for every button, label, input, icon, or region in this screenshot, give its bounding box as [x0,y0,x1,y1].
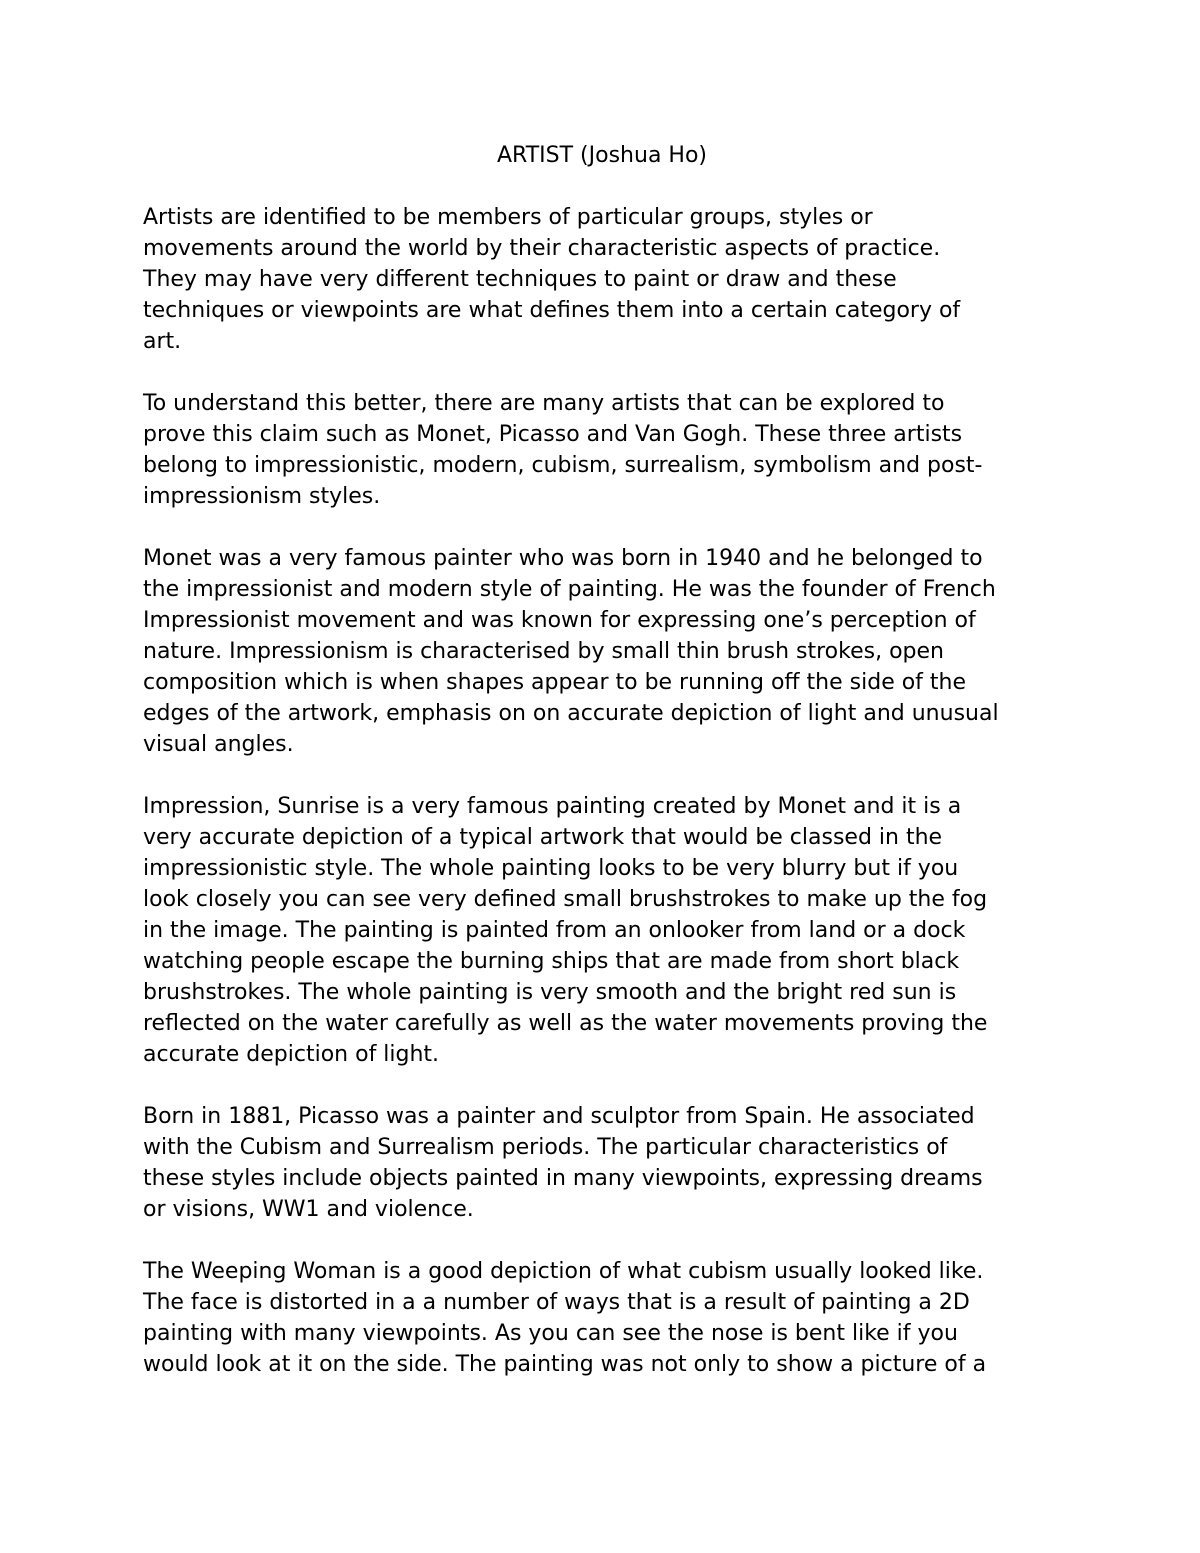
text-line: Impressionist movement and was known for expressing one’s perception of [143,608,976,633]
text-line: movements around the world by their characteristic aspects of practice. [143,236,941,261]
text-line: To understand this better, there are many artists that can be explored to [143,391,945,416]
text-line: Impression, Sunrise is a very famous painting created by Monet and it is a [143,794,962,819]
text-line: composition which is when shapes appear to be running off the side of the [143,670,967,695]
text-line: nature. Impressionism is characterised by small thin brush strokes, open [143,639,944,664]
text-line: in the image. The painting is painted from an onlooker from land or a dock [143,918,966,943]
document-title: ARTIST (Joshua Ho) [497,143,707,168]
paragraph-artists-overview [143,388,1063,512]
text-line: The Weeping Woman is a good depiction of what cubism usually looked like. [143,1259,984,1284]
text-line: look closely you can see very defined small brushstrokes to make up the fog [143,887,988,912]
text-line: Born in 1881, Picasso was a painter and sculptor from Spain. He associated [143,1104,975,1129]
text-line: Monet was a very famous painter who was born in 1940 and he belonged to [143,546,983,571]
text-line: very accurate depiction of a typical artwork that would be classed in the [143,825,943,850]
paragraph-monet [143,543,1063,760]
text-line: painting with many viewpoints. As you can see the nose is bent like if you [143,1321,958,1346]
text-line: edges of the artwork, emphasis on on accurate depiction of light and unusual [143,701,999,726]
text-line: Artists are identified to be members of particular groups, styles or [143,205,873,230]
text-line: The face is distorted in a a number of ways that is a result of painting a 2D [143,1290,970,1315]
text-line: reflected on the water carefully as well as the water movements proving the [143,1011,988,1036]
text-line: They may have very different techniques to paint or draw and these [143,267,897,292]
text-line: accurate depiction of light. [143,1042,440,1067]
text-line: prove this claim such as Monet, Picasso and Van Gogh. These three artists [143,422,963,447]
text-line: impressionism styles. [143,484,381,509]
text-line: brushstrokes. The whole painting is very smooth and the bright red sun is [143,980,957,1005]
document-body [143,140,1063,1411]
text-line: art. [143,329,182,354]
text-line: with the Cubism and Surrealism periods. The particular characteristics of [143,1135,948,1160]
paragraph-weeping-woman [143,1256,1063,1380]
text-line: impressionistic style. The whole painting looks to be very blurry but if you [143,856,959,881]
text-line: or visions, WW1 and violence. [143,1197,474,1222]
text-line: would look at it on the side. The painting was not only to show a picture of a [143,1352,987,1377]
text-line: visual angles. [143,732,294,757]
paragraph-impression-sunrise [143,791,1063,1070]
paragraph-intro [143,202,1063,357]
text-line: techniques or viewpoints are what defines them into a certain category of [143,298,961,323]
text-line: these styles include objects painted in many viewpoints, expressing dreams [143,1166,983,1191]
paragraph-picasso [143,1101,1063,1225]
text-line: the impressionist and modern style of painting. He was the founder of French [143,577,996,602]
text-line: belong to impressionistic, modern, cubism, surrealism, symbolism and post- [143,453,983,478]
text-line: watching people escape the burning ships that are made from short black [143,949,960,974]
